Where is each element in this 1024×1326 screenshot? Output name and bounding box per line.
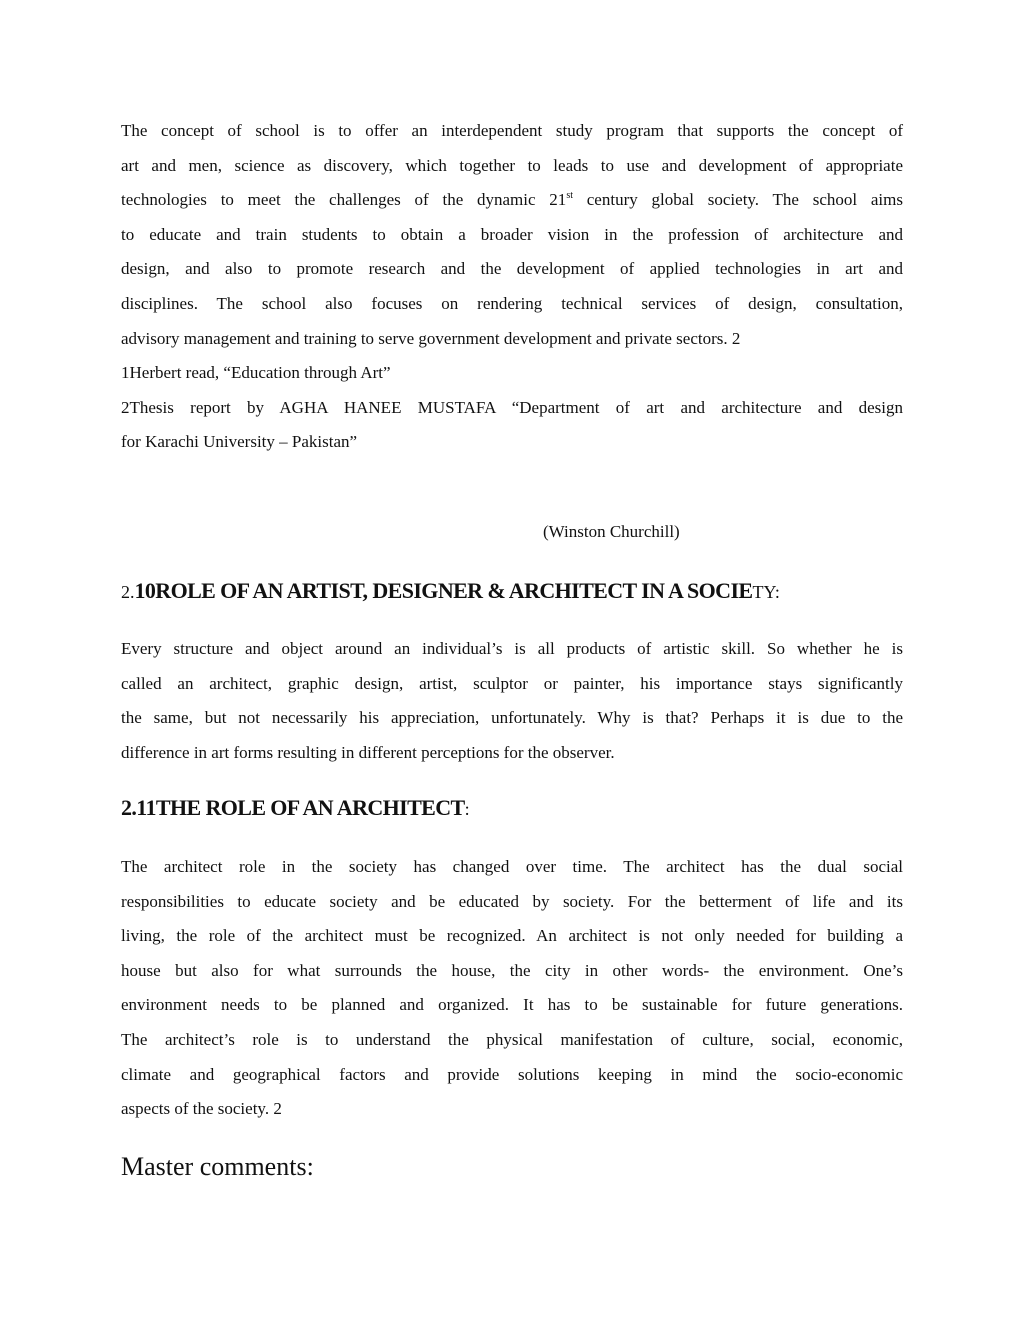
paragraph-line: art and men, science as discovery, which together to leads to use and development of appropriate (121, 155, 903, 175)
footnote-2-continued: for Karachi University – Pakistan” (121, 432, 358, 452)
footnote-1: 1Herbert read, “Education through Art” (121, 363, 391, 383)
paragraph-line: design, and also to promote research and the development of applied technologies in art and (121, 259, 903, 279)
paragraph-line: living, the role of the architect must be recognized. An architect is not only needed for building a (121, 926, 903, 946)
paragraph-line: The architect role in the society has changed over time. The architect has the dual social (121, 857, 903, 876)
footnote-2: 2Thesis report by AGHA HANEE MUSTAFA “Department of art and architecture and design (121, 397, 903, 417)
paragraph-line: The architect’s role is to understand the physical manifestation of culture, social, economic, (121, 1029, 903, 1049)
paragraph-line: difference in art forms resulting in different perceptions for the observer. (121, 742, 615, 762)
paragraph-line: environment needs to be planned and organized. It has to be sustainable for future generations. (121, 995, 903, 1015)
paragraph-line: Every structure and object around an individual’s is all products of artistic skill. So whether he is (121, 639, 903, 658)
heading-number: 2. (121, 582, 135, 602)
intro-paragraph (121, 114, 903, 460)
heading-text: 2.11THE ROLE OF AN ARCHITECT (121, 795, 465, 820)
paragraph-line: The concept of school is to offer an interdependent study program that supports the concept of (121, 121, 903, 140)
heading-text: 10ROLE OF AN ARTIST, DESIGNER & ARCHITECT IN A SOCIE (134, 578, 753, 603)
line-text: technologies to meet the challenges of the dynamic 21 (121, 190, 567, 210)
paragraph-line: advisory management and training to serve government development and private sectors. 2 (121, 328, 741, 348)
paragraph-line: the same, but not necessarily his appreciation, unfortunately. Why is that? Perhaps it is due to the (121, 708, 903, 728)
paragraph-line: aspects of the society. 2 (121, 1099, 282, 1119)
paragraph-line: to educate and train students to obtain a broader vision in the profession of architecture and (121, 224, 903, 244)
section-heading-2-10 (121, 578, 780, 604)
paragraph-line: disciplines. The school also focuses on rendering technical services of design, consultation, (121, 293, 903, 313)
line-text: century global society. The school aims (572, 190, 903, 210)
paragraph-line: house but also for what surrounds the house, the city in other words- the environment. One’s (121, 960, 903, 980)
quote-attribution: (Winston Churchill) (543, 522, 680, 541)
heading-tail: : (464, 799, 470, 819)
paragraph-line (121, 183, 903, 218)
paragraph-line: climate and geographical factors and provide solutions keeping in mind the socio-economic (121, 1064, 903, 1084)
paragraph-line: responsibilities to educate society and be educated by society. For the betterment of life and its (121, 891, 903, 911)
paragraph-line: called an architect, graphic design, artist, sculptor or painter, his importance stays significantly (121, 673, 903, 693)
section-2-10-paragraph (121, 632, 903, 770)
section-2-11-paragraph (121, 850, 903, 1127)
ordinal-superscript: st (566, 190, 573, 202)
section-heading-2-11 (121, 795, 470, 821)
heading-tail: TY: (752, 582, 780, 602)
master-comments-heading: Master comments: (121, 1152, 314, 1181)
